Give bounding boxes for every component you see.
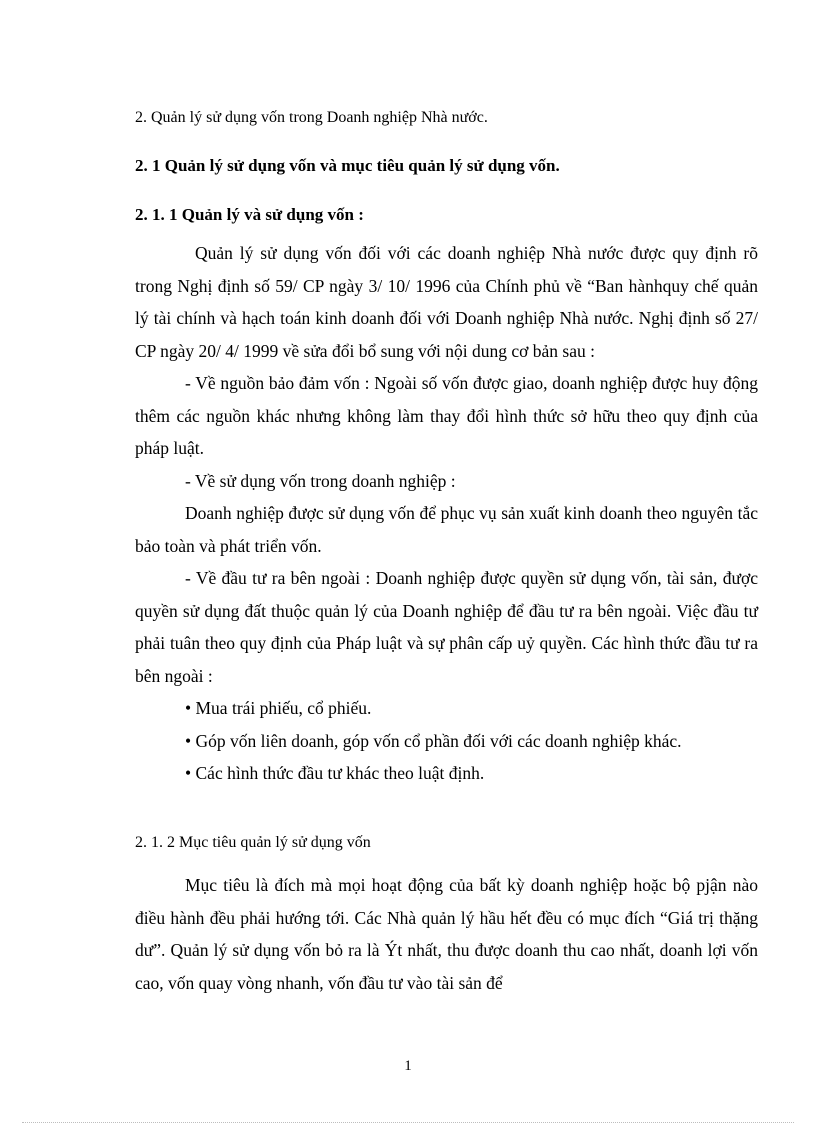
subsection-heading-objectives: 2. 1. 2 Mục tiêu quản lý sử dụng vốn (135, 834, 371, 851)
bullet-item: • Các hình thức đầu tư khác theo luật định. (185, 763, 485, 783)
page-number: 1 (404, 1058, 412, 1074)
paragraph-capital-use: Doanh nghiệp được sử dụng vốn để phục vụ sản xuất kinh doanh theo nguyên tắc bảo toàn và phát triển vốn. (135, 503, 758, 556)
paragraph-capital-sources: - Về nguồn bảo đảm vốn : Ngoài số vốn được giao, doanh nghiệp được huy động thêm các nguồn khác nhưng không làm thay đổi hình thức sở hữu theo quy định của pháp luật. (135, 373, 758, 458)
subsection-heading: 2. 1 Quản lý sử dụng vốn và mục tiêu quản lý sử dụng vốn. (135, 156, 560, 175)
paragraph-capital-management: Quản lý sử dụng vốn đối với các doanh nghiệp Nhà nước được quy định rõ trong Nghị định số 59/ CP ngày 3/ 10/ 1996 của Chính phủ về “Ban hànhquy chế quản lý tài chính và hạch toán kinh doanh đối với Doanh nghiệp Nhà nước. Nghị định số 27/ CP ngày 20/ 4/ 1999 về sửa đổi bổ sung với nội dung cơ bản sau : (135, 243, 758, 361)
sub-subsection-heading: 2. 1. 1 Quản lý và sử dụng vốn : (135, 205, 364, 224)
bullet-item: • Mua trái phiếu, cổ phiếu. (185, 698, 372, 718)
section-heading: 2. Quản lý sử dụng vốn trong Doanh nghiệp Nhà nước. (135, 109, 488, 126)
body-block-1 (135, 237, 758, 790)
paragraph-capital-use-heading: - Về sử dụng vốn trong doanh nghiệp : (185, 470, 456, 491)
body-block-2 (135, 869, 758, 999)
paragraph-objectives: Mục tiêu là đích mà mọi hoạt động của bất kỳ doanh nghiệp hoặc bộ pjận nào điều hành đều phải hướng tới. Các Nhà quản lý hầu hết đều có mục đích “Giá trị thặng dư”. Quản lý sử dụng vốn bỏ ra là Ýt nhất, thu được doanh thu cao nhất, doanh lợi vốn cao, vốn quay vòng nhanh, vốn đầu tư vào tài sản để (135, 875, 758, 993)
bullet-item: • Góp vốn liên doanh, góp vốn cổ phần đối với các doanh nghiệp khác. (185, 730, 682, 751)
paragraph-external-investment: - Về đầu tư ra bên ngoài : Doanh nghiệp được quyền sử dụng vốn, tài sản, được quyền sử dụng đất thuộc quản lý của Doanh nghiệp để đầu tư ra bên ngoài. Việc đầu tư phải tuân theo quy định của Pháp luật và sự phân cấp uỷ quyền. Các hình thức đầu tư ra bên ngoài : (135, 568, 758, 686)
